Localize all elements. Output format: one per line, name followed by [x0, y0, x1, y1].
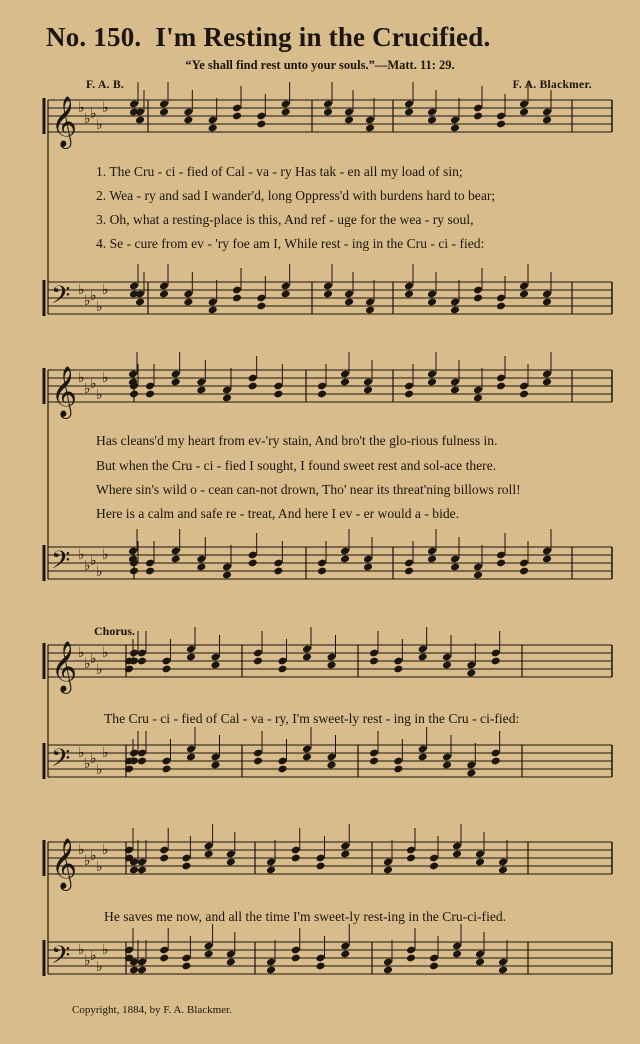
note-head — [473, 294, 483, 303]
note-head — [210, 661, 220, 670]
note-head — [129, 390, 139, 399]
note-head — [466, 769, 476, 778]
note-head — [253, 657, 263, 666]
flat-icon: ♭ — [84, 558, 91, 574]
flat-icon: ♭ — [102, 942, 109, 958]
flat-icon: ♭ — [84, 853, 91, 869]
note-head — [473, 394, 483, 403]
note-head — [232, 112, 242, 121]
note-head — [159, 854, 169, 863]
note-head — [519, 390, 529, 399]
note-head — [248, 559, 258, 568]
note-head — [302, 653, 312, 662]
note-head — [473, 571, 483, 580]
verse-4-line-1: 4. Se - cure from ev - 'ry foe am I, While rest - ing in the Cru - ci - fied: — [96, 236, 485, 251]
note-head — [253, 757, 263, 766]
note-head — [226, 858, 236, 867]
note-head — [273, 567, 283, 576]
note-head — [171, 378, 181, 387]
verse-1-line-1: 1. The Cru - ci - fied of Cal - va - ry Has tak - en all my load of sin; — [96, 164, 463, 179]
verse-2-line-1: 2. Wea - ry and sad I wander'd, long Oppress'd with burdens hard to bear; — [96, 188, 496, 203]
note-head — [383, 966, 393, 975]
flat-icon: ♭ — [102, 547, 109, 563]
note-head — [266, 866, 276, 875]
note-head — [273, 390, 283, 399]
note-head — [183, 116, 193, 125]
note-head — [404, 108, 414, 117]
chorus-label: Chorus. — [94, 624, 136, 638]
bass-clef-icon: 𝄢 — [51, 546, 71, 581]
note-head — [450, 306, 460, 315]
flat-icon: ♭ — [102, 370, 109, 386]
flat-icon: ♭ — [78, 942, 85, 958]
note-head — [171, 555, 181, 564]
note-head — [326, 661, 336, 670]
lyricist-credit: F. A. B. — [86, 79, 125, 91]
note-head — [137, 866, 147, 875]
flat-icon: ♭ — [84, 953, 91, 969]
note-head — [363, 563, 373, 572]
note-head — [404, 567, 414, 576]
note-head — [326, 761, 336, 770]
note-head — [340, 378, 350, 387]
copyright-notice: Copyright, 1884, by F. A. Blackmer. — [72, 1004, 232, 1016]
note-head — [145, 390, 155, 399]
note-head — [473, 112, 483, 121]
note-head — [404, 290, 414, 299]
note-head — [256, 302, 266, 311]
note-head — [427, 555, 437, 564]
note-head — [429, 862, 439, 871]
flat-icon: ♭ — [90, 751, 97, 767]
note-head — [429, 962, 439, 971]
note-head — [519, 290, 529, 299]
note-head — [365, 306, 375, 315]
note-head — [186, 753, 196, 762]
note-head — [418, 753, 428, 762]
note-head — [519, 567, 529, 576]
note-head — [340, 950, 350, 959]
note-head — [145, 567, 155, 576]
note-head — [418, 653, 428, 662]
note-head — [542, 378, 552, 387]
note-head — [317, 567, 327, 576]
note-head — [323, 108, 333, 117]
flat-icon: ♭ — [78, 282, 85, 298]
note-head — [427, 116, 437, 125]
flat-icon: ♭ — [102, 645, 109, 661]
flat-icon: ♭ — [78, 745, 85, 761]
note-head — [159, 108, 169, 117]
treble-clef-icon: 𝄞 — [51, 641, 78, 692]
note-head — [315, 962, 325, 971]
note-head — [427, 378, 437, 387]
note-head — [186, 653, 196, 662]
note-head — [129, 866, 139, 875]
verse-4-line-2: Here is a calm and safe re - treat, And here I ev - er would a - bide. — [96, 506, 460, 521]
treble-clef-icon: 𝄞 — [51, 366, 78, 417]
note-head — [452, 850, 462, 859]
note-head — [183, 298, 193, 307]
hymn-number: No. 150. — [46, 22, 142, 52]
flat-icon: ♭ — [84, 293, 91, 309]
note-head — [277, 765, 287, 774]
note-head — [266, 966, 276, 975]
verse-3-line-2: Where sin's wild o - cean can-not drown, Tho' near its threat'ning billows roll! — [96, 482, 521, 497]
note-head — [542, 298, 552, 307]
treble-clef-icon: 𝄞 — [51, 96, 78, 147]
note-head — [340, 850, 350, 859]
note-head — [196, 386, 206, 395]
note-head — [204, 850, 214, 859]
bass-clef-icon: 𝄢 — [51, 941, 71, 976]
composer-credit: F. A. Blackmer. — [512, 79, 592, 91]
note-head — [450, 563, 460, 572]
flat-icon: ♭ — [78, 370, 85, 386]
flat-icon: ♭ — [90, 106, 97, 122]
note-head — [369, 657, 379, 666]
note-head — [135, 298, 145, 307]
note-head — [248, 382, 258, 391]
note-head — [542, 555, 552, 564]
note-head — [498, 966, 508, 975]
note-head — [452, 950, 462, 959]
chorus-line-1: The Cru - ci - fied of Cal - va - ry, I'm sweet-ly rest - ing in the Cru - ci-fied: — [104, 711, 520, 726]
note-head — [442, 761, 452, 770]
flat-icon: ♭ — [96, 662, 103, 678]
verse-2-line-2: But when the Cru - ci - fied I sought, I found sweet rest and sol-ace there. — [96, 458, 497, 473]
note-head — [496, 120, 506, 129]
flat-icon: ♭ — [102, 282, 109, 298]
flat-icon: ♭ — [96, 387, 103, 403]
note-head — [137, 657, 147, 666]
note-head — [208, 124, 218, 133]
note-head — [302, 753, 312, 762]
bass-clef-icon: 𝄢 — [51, 281, 71, 316]
verse-3-line-1: 3. Oh, what a resting-place is this, And ref - uge for the wea - ry soul, — [96, 212, 474, 227]
note-head — [383, 866, 393, 875]
note-head — [475, 958, 485, 967]
note-head — [344, 116, 354, 125]
note-head — [204, 950, 214, 959]
note-head — [317, 390, 327, 399]
note-head — [369, 757, 379, 766]
note-head — [256, 120, 266, 129]
flat-icon: ♭ — [78, 547, 85, 563]
note-head — [519, 108, 529, 117]
note-head — [315, 862, 325, 871]
note-head — [498, 866, 508, 875]
note-head — [442, 661, 452, 670]
chorus-line-2: He saves me now, and all the time I'm sweet-ly rest-ing in the Cru-ci-fied. — [104, 909, 507, 924]
note-head — [393, 765, 403, 774]
flat-icon: ♭ — [102, 745, 109, 761]
flat-icon: ♭ — [102, 100, 109, 116]
flat-icon: ♭ — [96, 762, 103, 778]
note-head — [129, 567, 139, 576]
note-head — [406, 954, 416, 963]
note-head — [450, 124, 460, 133]
note-head — [406, 854, 416, 863]
note-head — [196, 563, 206, 572]
note-head — [466, 669, 476, 678]
note-head — [496, 559, 506, 568]
flat-icon: ♭ — [90, 848, 97, 864]
note-head — [365, 124, 375, 133]
flat-icon: ♭ — [90, 376, 97, 392]
note-head — [281, 108, 291, 117]
note-head — [232, 294, 242, 303]
flat-icon: ♭ — [102, 842, 109, 858]
note-head — [404, 390, 414, 399]
note-head — [450, 386, 460, 395]
note-head — [137, 757, 147, 766]
flat-icon: ♭ — [78, 645, 85, 661]
note-head — [277, 665, 287, 674]
note-head — [222, 394, 232, 403]
flat-icon: ♭ — [90, 288, 97, 304]
note-head — [129, 966, 139, 975]
note-head — [363, 386, 373, 395]
note-head — [393, 665, 403, 674]
note-head — [496, 382, 506, 391]
flat-icon: ♭ — [84, 111, 91, 127]
note-head — [475, 858, 485, 867]
note-head — [427, 298, 437, 307]
bass-clef-icon: 𝄢 — [51, 744, 71, 779]
note-head — [222, 571, 232, 580]
note-head — [496, 302, 506, 311]
flat-icon: ♭ — [90, 553, 97, 569]
flat-icon: ♭ — [96, 959, 103, 975]
flat-icon: ♭ — [96, 299, 103, 315]
flat-icon: ♭ — [90, 651, 97, 667]
note-head — [181, 862, 191, 871]
note-head — [344, 298, 354, 307]
flat-icon: ♭ — [90, 948, 97, 964]
note-head — [159, 954, 169, 963]
note-head — [542, 116, 552, 125]
scripture-reference: “Ye shall find rest unto your souls.”—Matt. 11: 29. — [185, 58, 455, 72]
treble-clef-icon: 𝄞 — [51, 838, 78, 889]
note-head — [281, 290, 291, 299]
verse-1-line-2: Has cleans'd my heart from ev-'ry stain, And bro't the glo-rious fulness in. — [96, 433, 498, 448]
flat-icon: ♭ — [78, 842, 85, 858]
note-head — [340, 555, 350, 564]
note-head — [208, 306, 218, 315]
flat-icon: ♭ — [96, 564, 103, 580]
note-head — [181, 962, 191, 971]
note-head — [491, 657, 501, 666]
flat-icon: ♭ — [96, 859, 103, 875]
flat-icon: ♭ — [84, 381, 91, 397]
note-head — [226, 958, 236, 967]
note-head — [137, 966, 147, 975]
note-head — [323, 290, 333, 299]
note-head — [491, 757, 501, 766]
hymn-name: I'm Resting in the Crucified. — [155, 22, 491, 52]
note-head — [291, 954, 301, 963]
note-head — [161, 765, 171, 774]
flat-icon: ♭ — [96, 117, 103, 133]
note-head — [159, 290, 169, 299]
note-head — [135, 116, 145, 125]
flat-icon: ♭ — [78, 100, 85, 116]
note-head — [291, 854, 301, 863]
flat-icon: ♭ — [84, 756, 91, 772]
note-head — [161, 665, 171, 674]
note-head — [210, 761, 220, 770]
flat-icon: ♭ — [84, 656, 91, 672]
